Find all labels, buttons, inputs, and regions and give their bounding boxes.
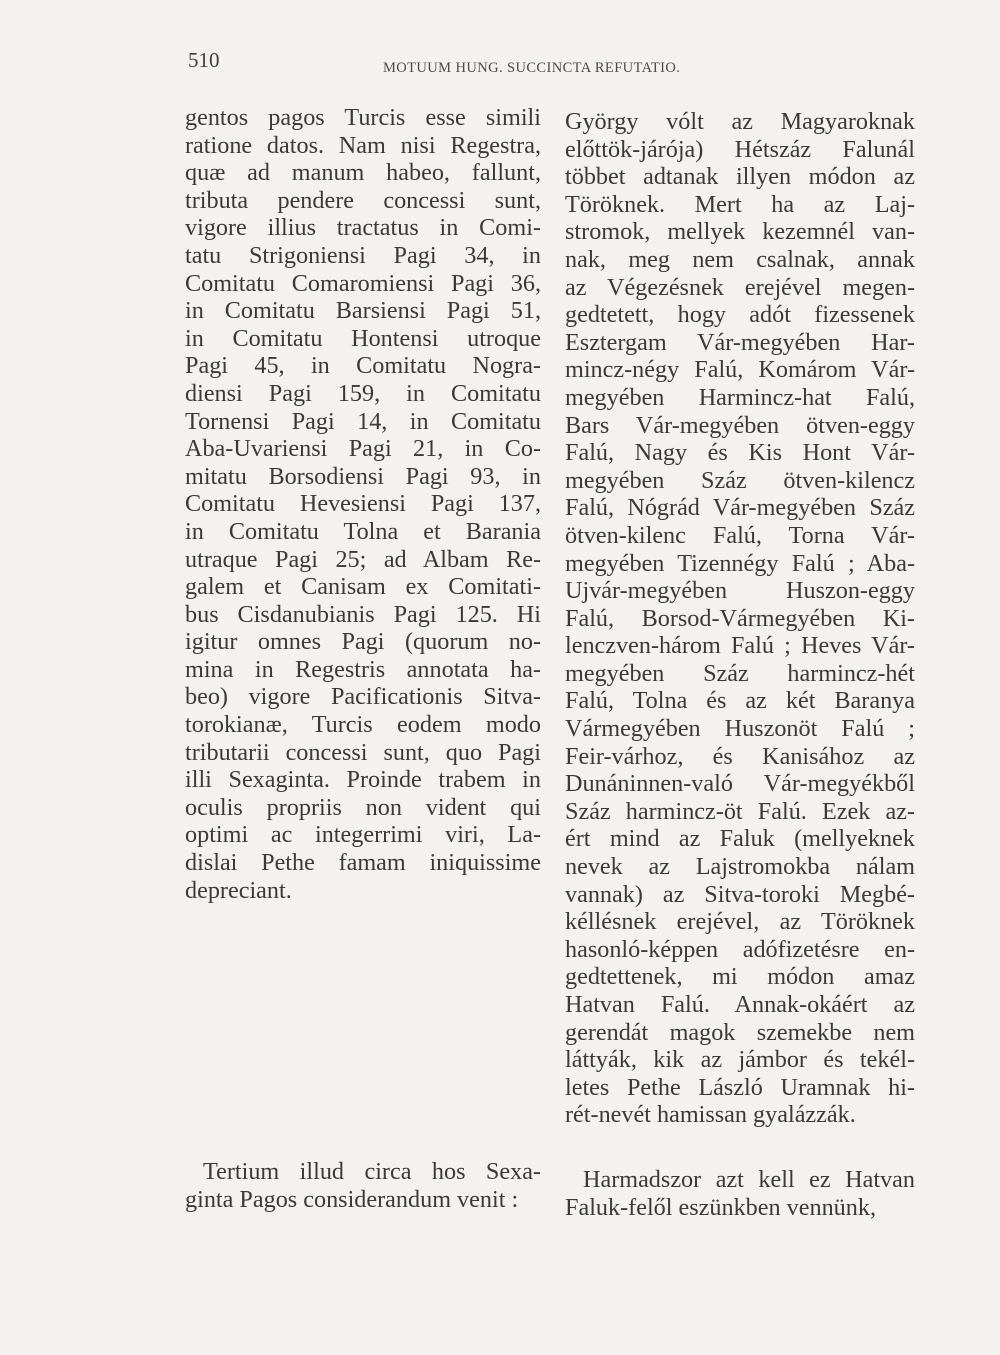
text-line: diensi Pagi 159, in Comitatu bbox=[185, 379, 541, 407]
text-line: depreciant. bbox=[185, 876, 292, 904]
text-line: megyében Száz ötven-kilencz bbox=[565, 466, 915, 494]
text-line: torokianæ, Turcis eodem modo bbox=[185, 711, 541, 739]
text-line: optimi ac integerrimi viri, La- bbox=[185, 821, 541, 849]
text-line: letes Pethe László Uramnak hi- bbox=[565, 1073, 915, 1101]
text-line: utraque Pagi 25; ad Albam Re- bbox=[185, 545, 541, 573]
text-line: tatu Strigoniensi Pagi 34, in bbox=[185, 241, 541, 269]
text-line: Comitatu Hevesiensi Pagi 137, bbox=[185, 490, 541, 518]
text-line: ért mind az Faluk (mellyeknek bbox=[565, 825, 915, 853]
text-line: Hatvan Falú. Annak-okáért az bbox=[565, 991, 915, 1018]
page-number: 510 bbox=[188, 48, 220, 72]
text-line: gedtetett, hogy adót fizessenek bbox=[565, 301, 915, 329]
text-line: nevek az Lajstromokba nálam bbox=[565, 853, 915, 881]
text-line: megyében Száz harmincz-hét bbox=[565, 659, 915, 687]
text-line: Ujvár-megyében Huszon-eggy bbox=[565, 577, 915, 605]
text-line: Falú, Nagy és Kis Hont Vár- bbox=[565, 439, 915, 467]
text-line: Falú, Tolna és az két Baranya bbox=[565, 687, 915, 715]
text-line: in Comitatu Hontensi utroque bbox=[185, 324, 541, 352]
text-line: ratione datos. Nam nisi Regestra, bbox=[185, 131, 541, 159]
text-line: Esztergam Vár-megyében Har- bbox=[565, 328, 915, 356]
latin-text-column bbox=[185, 104, 541, 904]
text-line: dislai Pethe famam iniquissime bbox=[185, 849, 541, 877]
text-line: hasonló-képpen adófizetésre en- bbox=[565, 935, 915, 963]
text-line: tributa pendere concessi sunt, bbox=[185, 186, 541, 214]
text-line: megyében Tizennégy Falú ; Aba- bbox=[565, 549, 915, 577]
text-line: in Comitatu Barsiensi Pagi 51, bbox=[185, 297, 541, 325]
text-line: vigore illius tractatus in Comi- bbox=[185, 214, 541, 242]
text-line: in Comitatu Tolna et Barania bbox=[185, 517, 541, 545]
text-line: Comitatu Comaromiensi Pagi 36, bbox=[185, 269, 541, 297]
text-line: Pagi 45, in Comitatu Nogra- bbox=[185, 352, 541, 380]
text-line: az Végezésnek erejével megen- bbox=[565, 273, 915, 301]
text-line: Bars Vár-megyében ötven-eggy bbox=[565, 411, 915, 439]
text-line: többet adtanak illyen módon az bbox=[565, 163, 915, 191]
text-line: galem et Canisam ex Comitati- bbox=[185, 573, 541, 601]
latin-paragraph-tertium bbox=[185, 1158, 541, 1213]
text-line: mina in Regestris annotata ha- bbox=[185, 655, 541, 683]
text-line: megyében Harmincz-hat Falú, bbox=[565, 383, 915, 411]
text-line: Falú, Borsod-Vármegyében Ki- bbox=[565, 604, 915, 632]
text-line: kéllésnek erejével, az Töröknek bbox=[565, 908, 915, 936]
text-line: láttyák, kik az jámbor és tekél- bbox=[565, 1046, 915, 1074]
text-line: Aba-Uvariensi Pagi 21, in Co- bbox=[185, 435, 541, 463]
text-line: Száz harmincz-öt Falú. Ezek az- bbox=[565, 797, 915, 825]
text-line: György vólt az Magyaroknak bbox=[565, 108, 915, 135]
text-line: bus Cisdanubianis Pagi 125. Hi bbox=[185, 600, 541, 628]
text-line: Tornensi Pagi 14, in Comitatu bbox=[185, 407, 541, 435]
text-line: mincz-négy Falú, Komárom Vár- bbox=[565, 356, 915, 384]
text-line: gentos pagos Turcis esse simili bbox=[185, 104, 541, 131]
text-line: Töröknek. Mert ha az Laj- bbox=[565, 190, 915, 218]
text-line: Feir-várhoz, és Kanisához az bbox=[565, 742, 915, 770]
text-line: quæ ad manum habeo, fallunt, bbox=[185, 159, 541, 187]
text-line: ötven-kilenc Falú, Torna Vár- bbox=[565, 521, 915, 549]
text-line: beo) vigore Pacificationis Sitva- bbox=[185, 683, 541, 711]
text-line: előttök-járója) Hétszáz Falunál bbox=[565, 135, 915, 163]
hungarian-text-column bbox=[565, 108, 915, 1129]
text-line: Vármegyében Huszonöt Falú ; bbox=[565, 715, 915, 743]
text-line: gedtettenek, mi módon amaz bbox=[565, 963, 915, 991]
text-line: mitatu Borsodiensi Pagi 93, in bbox=[185, 462, 541, 490]
text-line: oculis propriis non vident qui bbox=[185, 793, 541, 821]
text-line: tributarii concessi sunt, quo Pagi bbox=[185, 738, 541, 766]
text-line: stromok, mellyek kezemnél van- bbox=[565, 218, 915, 246]
text-line: lenczven-három Falú ; Heves Vár- bbox=[565, 632, 915, 660]
text-line: Faluk-felől eszünkben vennünk, bbox=[565, 1193, 877, 1221]
text-line: ginta Pagos considerandum venit : bbox=[185, 1185, 519, 1213]
text-line: Harmadszor azt kell ez Hatvan bbox=[583, 1166, 915, 1193]
text-line: Falú, Nógrád Vár-megyében Száz bbox=[565, 494, 915, 522]
hungarian-paragraph-harmadszor bbox=[565, 1166, 915, 1221]
text-line: nak, meg nem csalnak, annak bbox=[565, 245, 915, 273]
text-line: illi Sexaginta. Proinde trabem in bbox=[185, 766, 541, 794]
text-line: Tertium illud circa hos Sexa- bbox=[203, 1158, 541, 1185]
text-line: Dunáninnen-való Vár-megyékből bbox=[565, 770, 915, 798]
text-line: igitur omnes Pagi (quorum no- bbox=[185, 628, 541, 656]
text-line: vannak) az Sitva-toroki Megbé- bbox=[565, 880, 915, 908]
text-line: gerendát magok szemekbe nem bbox=[565, 1018, 915, 1046]
text-line: rét-nevét hamissan gyalázzák. bbox=[565, 1101, 856, 1129]
running-title: MOTUUM HUNG. SUCCINCTA REFUTATIO. bbox=[383, 60, 681, 76]
